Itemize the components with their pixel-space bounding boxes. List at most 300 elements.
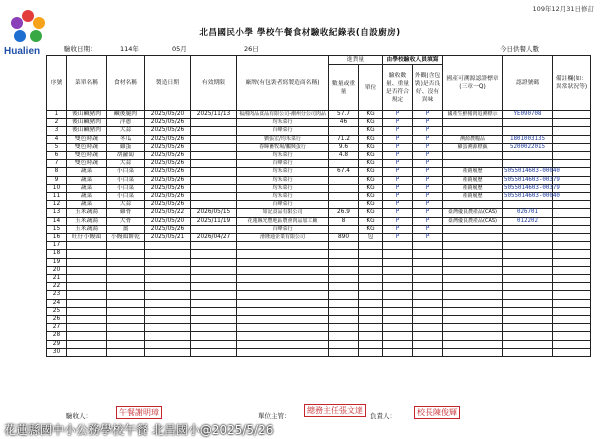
row-qty: 46 (329, 119, 359, 127)
row-unit: KG (359, 143, 383, 151)
row-remark (553, 242, 591, 250)
principal-label: 負責人： (370, 412, 396, 420)
row-dish (67, 348, 107, 356)
row-seq: 2 (47, 119, 67, 127)
row-check-pack: P (413, 127, 443, 135)
row-cert-no (503, 119, 553, 127)
row-check-qty: P (383, 176, 413, 184)
row-remark (553, 340, 591, 348)
row-vendor: 均禾菜行 (237, 152, 329, 160)
row-remark (553, 332, 591, 340)
col-ingredient: 食材名稱 (107, 56, 145, 111)
row-dish (67, 266, 107, 274)
row-qty: 8 (329, 217, 359, 225)
row-cert-no (503, 258, 553, 266)
row-mfg-date: 2025/05/26 (145, 168, 191, 176)
row-qty (329, 127, 359, 135)
row-ingredient: 大蒜 (107, 127, 145, 135)
row-vendor: 如記食品有限公司 (237, 209, 329, 217)
row-seq: 25 (47, 307, 67, 315)
row-unit: 包 (359, 234, 383, 242)
inspector-stamp: 午餐謝明璋 (116, 406, 162, 419)
row-traceable (443, 340, 503, 348)
row-unit (359, 250, 383, 258)
row-seq: 1 (47, 111, 67, 119)
row-mfg-date: 2025/05/22 (145, 209, 191, 217)
row-remark (553, 299, 591, 307)
row-vendor (237, 266, 329, 274)
row-remark (553, 234, 591, 242)
row-check-pack: P (413, 143, 443, 151)
row-dish (67, 332, 107, 340)
row-exp-date: 2025/11/13 (191, 111, 237, 119)
row-traceable: 臺灣優良農產品(CAS) (443, 209, 503, 217)
table-row-empty (47, 258, 591, 266)
row-seq: 6 (47, 152, 67, 160)
table-row (47, 143, 591, 151)
row-cert-no: 026701 (503, 209, 553, 217)
row-ingredient (107, 324, 145, 332)
row-qty (329, 316, 359, 324)
row-ingredient (107, 348, 145, 356)
row-remark (553, 283, 591, 291)
row-mfg-date: 2025/05/26 (145, 176, 191, 184)
row-remark (553, 291, 591, 299)
row-vendor (237, 316, 329, 324)
table-row-empty (47, 275, 591, 283)
row-qty (329, 275, 359, 283)
row-dish: 蔬菜 (67, 193, 107, 201)
row-ingredient: 小白菜 (107, 176, 145, 184)
row-traceable (443, 348, 503, 356)
row-traceable (443, 332, 503, 340)
row-traceable: 產銷履歷 (443, 176, 503, 184)
row-dish: 雙色時蔬 (67, 152, 107, 160)
row-exp-date (191, 135, 237, 143)
row-check-qty (383, 307, 413, 315)
row-seq: 10 (47, 184, 67, 192)
table-row-empty (47, 250, 591, 258)
row-dish (67, 275, 107, 283)
row-seq: 14 (47, 217, 67, 225)
row-check-pack (413, 316, 443, 324)
row-check-qty: P (383, 127, 413, 135)
row-ingredient (107, 258, 145, 266)
row-check-pack (413, 250, 443, 258)
servings-label: 今日供餐人數 (500, 45, 539, 53)
unit-head-label: 單位主管： (258, 412, 291, 420)
table-row (47, 234, 591, 242)
inspector-label: 驗收人： (66, 412, 92, 420)
row-ingredient: 大蒜 (107, 160, 145, 168)
row-check-qty (383, 250, 413, 258)
row-unit: KG (359, 160, 383, 168)
row-qty: 71.2 (329, 135, 359, 143)
row-vendor: 百峰菜行 (237, 127, 329, 135)
row-cert-no (503, 127, 553, 135)
row-vendor: 均禾菜行 (237, 168, 329, 176)
row-check-qty: P (383, 119, 413, 127)
row-mfg-date (145, 340, 191, 348)
row-check-pack: P (413, 184, 443, 192)
row-traceable (443, 324, 503, 332)
row-remark (553, 250, 591, 258)
row-seq: 11 (47, 193, 67, 201)
row-cert-no: YE090708 (503, 111, 553, 119)
row-dish (67, 250, 107, 258)
row-ingredient (107, 275, 145, 283)
row-unit (359, 348, 383, 356)
row-mfg-date: 2025/05/26 (145, 143, 191, 151)
row-ingredient (107, 250, 145, 258)
row-traceable: 國產生鮮豬肉追溯標示 (443, 111, 503, 119)
table-row-empty (47, 340, 591, 348)
row-cert-no (503, 160, 553, 168)
row-qty (329, 266, 359, 274)
row-vendor: 百峰菜行 (237, 201, 329, 209)
row-qty (329, 242, 359, 250)
row-dish (67, 316, 107, 324)
row-qty (329, 299, 359, 307)
row-check-qty: P (383, 111, 413, 119)
row-check-pack: P (413, 209, 443, 217)
row-check-qty (383, 258, 413, 266)
row-check-qty (383, 332, 413, 340)
row-ingredient: 鹹後腿肉 (107, 111, 145, 119)
row-unit: KG (359, 184, 383, 192)
table-row-empty (47, 266, 591, 274)
col-exp-date: 有效期限 (191, 56, 237, 111)
row-qty: 4.8 (329, 152, 359, 160)
row-traceable (443, 283, 503, 291)
row-dish (67, 299, 107, 307)
row-exp-date (191, 242, 237, 250)
row-dish: 蔬菜 (67, 168, 107, 176)
row-seq: 20 (47, 266, 67, 274)
row-dish (67, 258, 107, 266)
row-dish: 蔬菜 (67, 201, 107, 209)
col-check-group: 由學校驗收人員填寫 (383, 56, 443, 65)
col-seq: 序號 (47, 56, 67, 111)
row-exp-date (191, 291, 237, 299)
row-qty: 9.6 (329, 143, 359, 151)
row-mfg-date (145, 242, 191, 250)
row-check-pack (413, 332, 443, 340)
row-cert-no (503, 324, 553, 332)
row-check-qty (383, 283, 413, 291)
row-unit: KG (359, 127, 383, 135)
row-check-qty: P (383, 184, 413, 192)
row-check-pack: P (413, 176, 443, 184)
row-dish: 玉米蔬湯 (67, 217, 107, 225)
row-traceable (443, 275, 503, 283)
row-unit (359, 275, 383, 283)
watermark-text: 花蓮縣國中小公務學校午餐 北昌國小@2025/5/26 (4, 423, 274, 437)
row-dish: 旺仔小饅頭 (67, 234, 107, 242)
row-remark (553, 316, 591, 324)
row-check-pack (413, 258, 443, 266)
col-remark: 備註欄(如：異常狀況等) (553, 56, 591, 111)
row-traceable (443, 258, 503, 266)
row-check-qty: P (383, 152, 413, 160)
row-vendor (237, 324, 329, 332)
row-unit: KG (359, 176, 383, 184)
row-check-pack: P (413, 135, 443, 143)
row-check-qty: P (383, 160, 413, 168)
row-cert-no (503, 348, 553, 356)
row-vendor (237, 340, 329, 348)
row-dish (67, 291, 107, 299)
row-remark (553, 348, 591, 356)
row-vendor: 滑隆通企業有限公司 (237, 234, 329, 242)
row-unit: KG (359, 193, 383, 201)
row-unit: KG (359, 135, 383, 143)
table-row (47, 176, 591, 184)
row-check-qty: P (383, 234, 413, 242)
row-remark (553, 143, 591, 151)
row-mfg-date (145, 307, 191, 315)
row-remark (553, 209, 591, 217)
row-qty (329, 307, 359, 315)
table-row (47, 127, 591, 135)
row-exp-date (191, 299, 237, 307)
row-seq: 7 (47, 160, 67, 168)
row-qty (329, 258, 359, 266)
page-title: 北昌國民小學 學校午餐食材驗收紀錄表(自設廚房) (199, 28, 401, 38)
row-qty (329, 348, 359, 356)
row-exp-date (191, 316, 237, 324)
row-ingredient (107, 340, 145, 348)
row-seq: 4 (47, 135, 67, 143)
row-qty (329, 176, 359, 184)
table-row (47, 193, 591, 201)
row-seq: 28 (47, 332, 67, 340)
row-cert-no (503, 307, 553, 315)
row-exp-date (191, 152, 237, 160)
row-vendor (237, 299, 329, 307)
row-mfg-date: 2025/05/26 (145, 119, 191, 127)
row-seq: 13 (47, 209, 67, 217)
row-vendor: 均禾菜行 (237, 176, 329, 184)
row-unit (359, 242, 383, 250)
row-exp-date (191, 127, 237, 135)
row-vendor: 均禾菜行 (237, 184, 329, 192)
row-traceable: 雞蛋溯源標籤 (443, 143, 503, 151)
row-ingredient (107, 291, 145, 299)
row-dish (67, 324, 107, 332)
row-exp-date: 2026/05/15 (191, 209, 237, 217)
row-dish: 雙色時蔬 (67, 160, 107, 168)
row-vendor (237, 258, 329, 266)
row-cert-no (503, 234, 553, 242)
row-cert-no (503, 152, 553, 160)
row-vendor (237, 291, 329, 299)
row-unit: KG (359, 111, 383, 119)
row-ingredient: 小饅頭餅乾 (107, 234, 145, 242)
row-cert-no: 5200022015 (503, 143, 553, 151)
row-remark (553, 266, 591, 274)
row-seq: 9 (47, 176, 67, 184)
row-check-pack (413, 283, 443, 291)
row-check-qty: P (383, 135, 413, 143)
row-seq: 22 (47, 283, 67, 291)
row-unit (359, 299, 383, 307)
row-exp-date (191, 168, 237, 176)
row-vendor: 百峰菜行 (237, 160, 329, 168)
row-check-qty (383, 340, 413, 348)
row-check-pack (413, 266, 443, 274)
row-traceable (443, 316, 503, 324)
row-mfg-date (145, 275, 191, 283)
row-unit (359, 332, 383, 340)
row-cert-no (503, 275, 553, 283)
row-remark (553, 201, 591, 209)
row-ingredient (107, 316, 145, 324)
row-check-qty (383, 324, 413, 332)
row-traceable (443, 307, 503, 315)
row-vendor (237, 348, 329, 356)
row-traceable (443, 225, 503, 233)
row-ingredient: 大骨 (107, 217, 145, 225)
row-unit (359, 340, 383, 348)
row-unit: KG (359, 152, 383, 160)
row-vendor (237, 242, 329, 250)
table-row (47, 217, 591, 225)
row-cert-no: 5055014603-00379 (504, 184, 560, 191)
row-check-qty: P (383, 217, 413, 225)
row-cert-no: 012202 (503, 217, 553, 225)
row-cert-no (503, 266, 553, 274)
row-exp-date (191, 307, 237, 315)
row-mfg-date (145, 258, 191, 266)
row-unit: KG (359, 119, 383, 127)
row-exp-date (191, 348, 237, 356)
row-vendor: 花蓮縣光豐地區農會肉品加工廠 (237, 217, 329, 225)
row-exp-date (191, 283, 237, 291)
row-mfg-date: 2025/05/26 (145, 193, 191, 201)
row-vendor (237, 283, 329, 291)
row-mfg-date: 2025/05/26 (145, 127, 191, 135)
row-check-pack (413, 307, 443, 315)
row-unit: KG (359, 225, 383, 233)
col-dish: 菜單名稱 (67, 56, 107, 111)
row-check-pack (413, 340, 443, 348)
row-cert-no: 5055014603-00040 (504, 193, 560, 200)
row-mfg-date (145, 266, 191, 274)
row-exp-date (191, 250, 237, 258)
row-cert-no (503, 250, 553, 258)
row-dish: 後山鹹豬肉 (67, 111, 107, 119)
principal-stamp: 校長陳俊輝 (414, 406, 460, 419)
row-check-qty (383, 299, 413, 307)
row-unit (359, 324, 383, 332)
row-cert-no: 5055014603-00379 (504, 176, 560, 183)
row-seq: 29 (47, 340, 67, 348)
row-cert-no (503, 291, 553, 299)
row-ingredient (107, 283, 145, 291)
row-ingredient: 雞蛋 (107, 143, 145, 151)
row-dish: 玉米蔬湯 (67, 209, 107, 217)
unit-head-stamp: 總務主任張文達 (304, 404, 366, 417)
row-qty (329, 283, 359, 291)
row-unit (359, 316, 383, 324)
col-check-qty: 驗收數量、重量是否符合規定 (383, 65, 413, 111)
table-row-empty (47, 307, 591, 315)
row-traceable (443, 201, 503, 209)
revision-date: 109年12月31日修訂 (532, 5, 594, 13)
row-traceable: 溯源農糧品 (443, 135, 503, 143)
row-remark (553, 225, 591, 233)
row-vendor (237, 275, 329, 283)
row-dish (67, 307, 107, 315)
row-traceable (443, 127, 503, 135)
row-check-pack: P (413, 201, 443, 209)
row-check-qty: P (383, 225, 413, 233)
row-ingredient: 薑 (107, 225, 145, 233)
row-cert-no (503, 316, 553, 324)
row-unit (359, 266, 383, 274)
row-unit (359, 307, 383, 315)
row-cert-no (503, 340, 553, 348)
row-traceable (443, 152, 503, 160)
row-mfg-date (145, 332, 191, 340)
row-ingredient: 小白菜 (107, 193, 145, 201)
row-dish: 雙色時蔬 (67, 135, 107, 143)
row-seq: 15 (47, 225, 67, 233)
row-exp-date (191, 258, 237, 266)
table-row (47, 111, 591, 119)
row-check-pack (413, 299, 443, 307)
row-vendor: 劉張宏/均禾菜行 (237, 135, 329, 143)
row-qty: 890 (329, 234, 359, 242)
row-seq: 26 (47, 316, 67, 324)
row-qty (329, 291, 359, 299)
row-traceable: 產銷履歷 (443, 184, 503, 192)
row-exp-date (191, 184, 237, 192)
row-unit: KG (359, 209, 383, 217)
row-check-qty: P (383, 209, 413, 217)
row-remark (553, 135, 591, 143)
table-row (47, 152, 591, 160)
row-cert-no (503, 225, 553, 233)
row-exp-date (191, 225, 237, 233)
row-dish: 蔬菜 (67, 184, 107, 192)
row-seq: 30 (47, 348, 67, 356)
row-mfg-date (145, 324, 191, 332)
row-mfg-date: 2025/05/20 (145, 217, 191, 225)
col-check-pack: 外觀(含包裝)是否良好、沒有異味 (413, 65, 443, 111)
row-check-qty (383, 266, 413, 274)
table-row (47, 160, 591, 168)
row-traceable (443, 266, 503, 274)
row-check-qty: P (383, 143, 413, 151)
table-row (47, 225, 591, 233)
row-mfg-date (145, 316, 191, 324)
row-seq: 27 (47, 324, 67, 332)
row-mfg-date: 2025/05/20 (145, 111, 191, 119)
col-receipt-group: 進貨量 (329, 56, 383, 65)
row-qty (329, 201, 359, 209)
row-mfg-date (145, 348, 191, 356)
inspection-table (46, 55, 591, 357)
row-qty (329, 332, 359, 340)
table-row-empty (47, 324, 591, 332)
row-unit: KG (359, 168, 383, 176)
date-year: 114年 (120, 45, 139, 53)
row-traceable (443, 119, 503, 127)
row-ingredient (107, 242, 145, 250)
row-exp-date: 2025/11/19 (191, 217, 237, 225)
